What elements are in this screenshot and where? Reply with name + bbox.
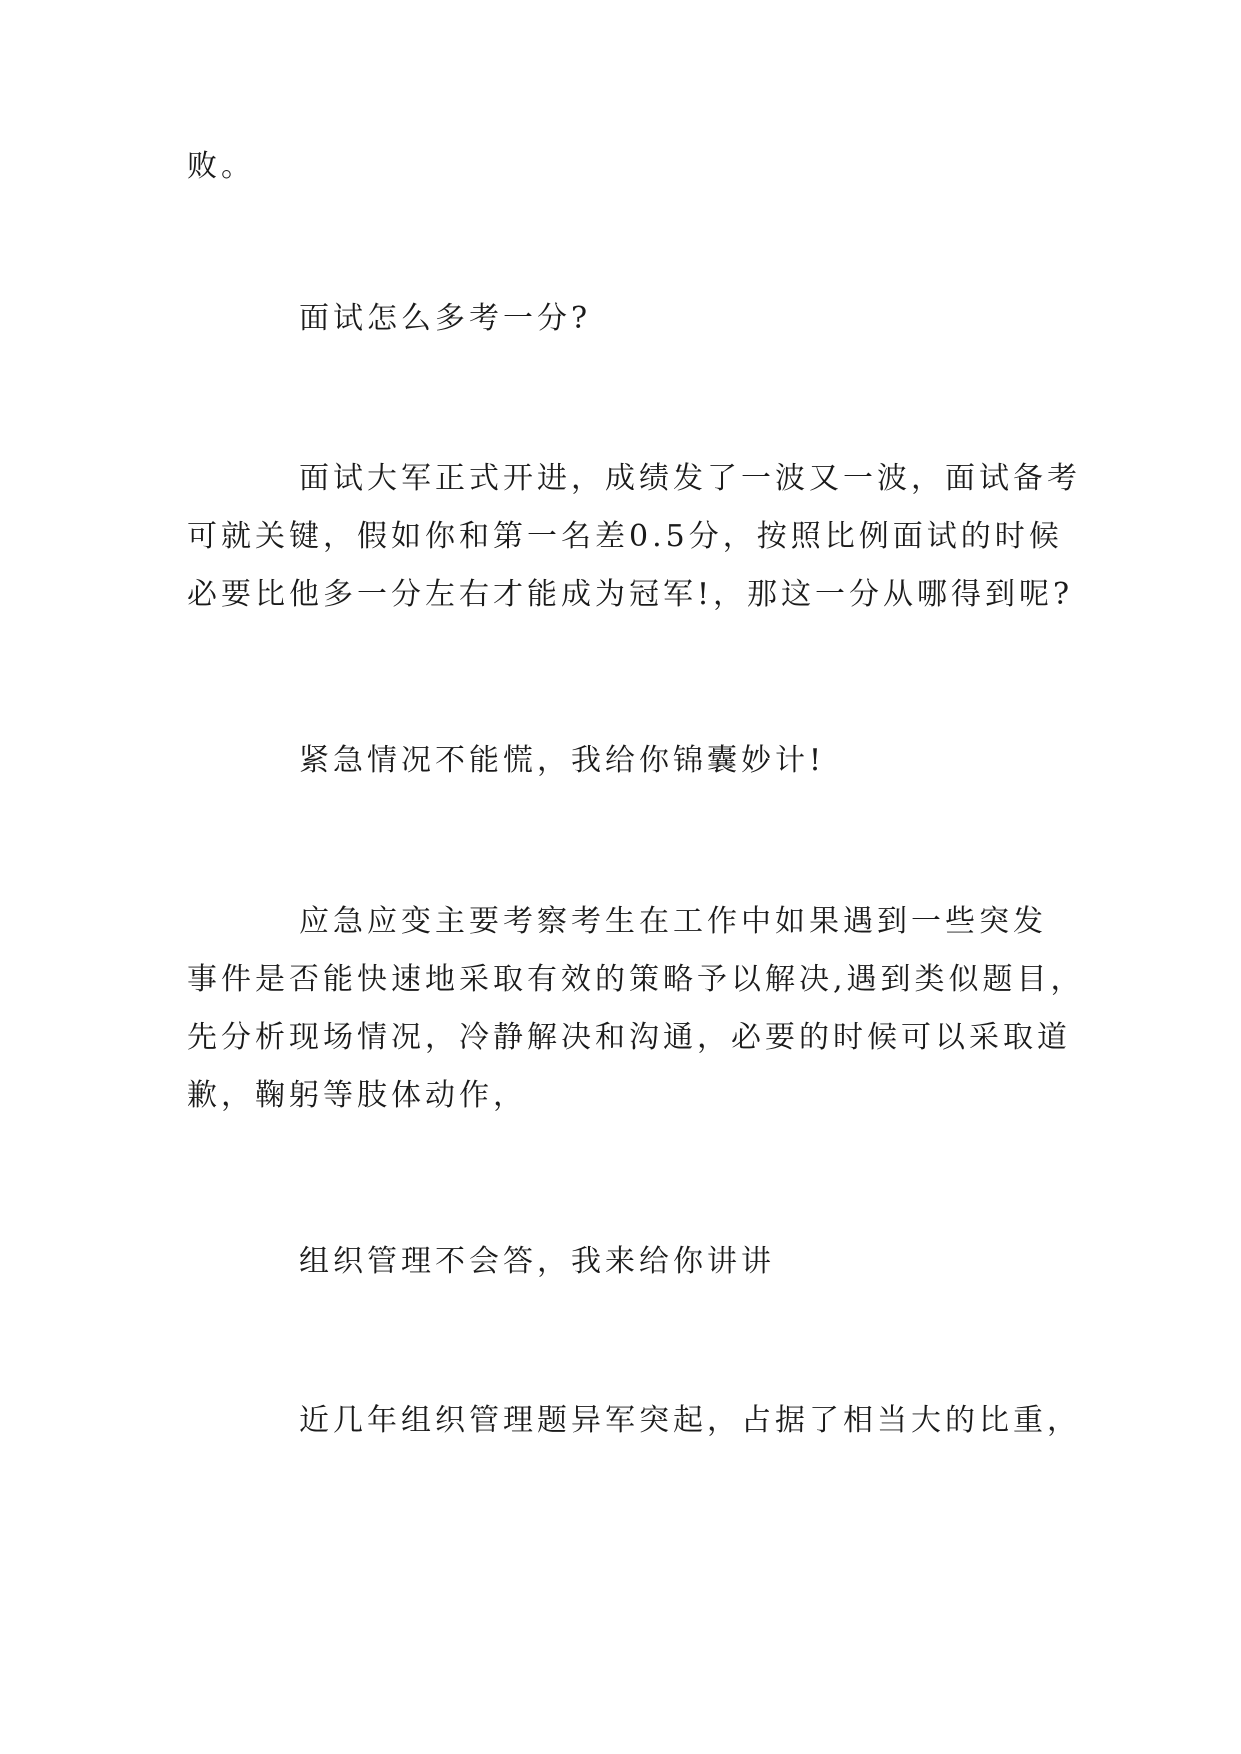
paragraph-line: 必要比他多一分左右才能成为冠军!，那这一分从哪得到呢?: [187, 577, 1074, 612]
paragraph-line: 歉，鞠躬等肢体动作，: [187, 1078, 527, 1113]
paragraph-line: 面试怎么多考一分?: [299, 301, 592, 336]
paragraph-line: 应急应变主要考察考生在工作中如果遇到一些突发: [299, 904, 1047, 939]
paragraph-line: 败。: [187, 149, 255, 184]
paragraph-4-heading: [187, 732, 1057, 790]
paragraph-line: 面试大军正式开进，成绩发了一波又一波，面试备考: [299, 461, 1081, 496]
paragraph-1: [187, 138, 1057, 196]
paragraph-line: 事件是否能快速地采取有效的策略予以解决,遇到类似题目，: [187, 962, 1085, 997]
paragraph-2-heading: [187, 290, 1057, 348]
paragraph-line: 先分析现场情况，冷静解决和沟通，必要的时候可以采取道: [187, 1020, 1071, 1055]
paragraph-5: [187, 893, 1085, 1125]
paragraph-7: [187, 1392, 1081, 1450]
paragraph-line: 组织管理不会答，我来给你讲讲: [299, 1244, 775, 1279]
paragraph-3: [187, 450, 1081, 624]
paragraph-6-heading: [187, 1233, 1057, 1291]
paragraph-line: 近几年组织管理题异军突起，占据了相当大的比重，: [299, 1403, 1081, 1438]
paragraph-line: 可就关键，假如你和第一名差0.5分，按照比例面试的时候: [187, 519, 1063, 554]
paragraph-line: 紧急情况不能慌，我给你锦囊妙计!: [299, 743, 826, 778]
